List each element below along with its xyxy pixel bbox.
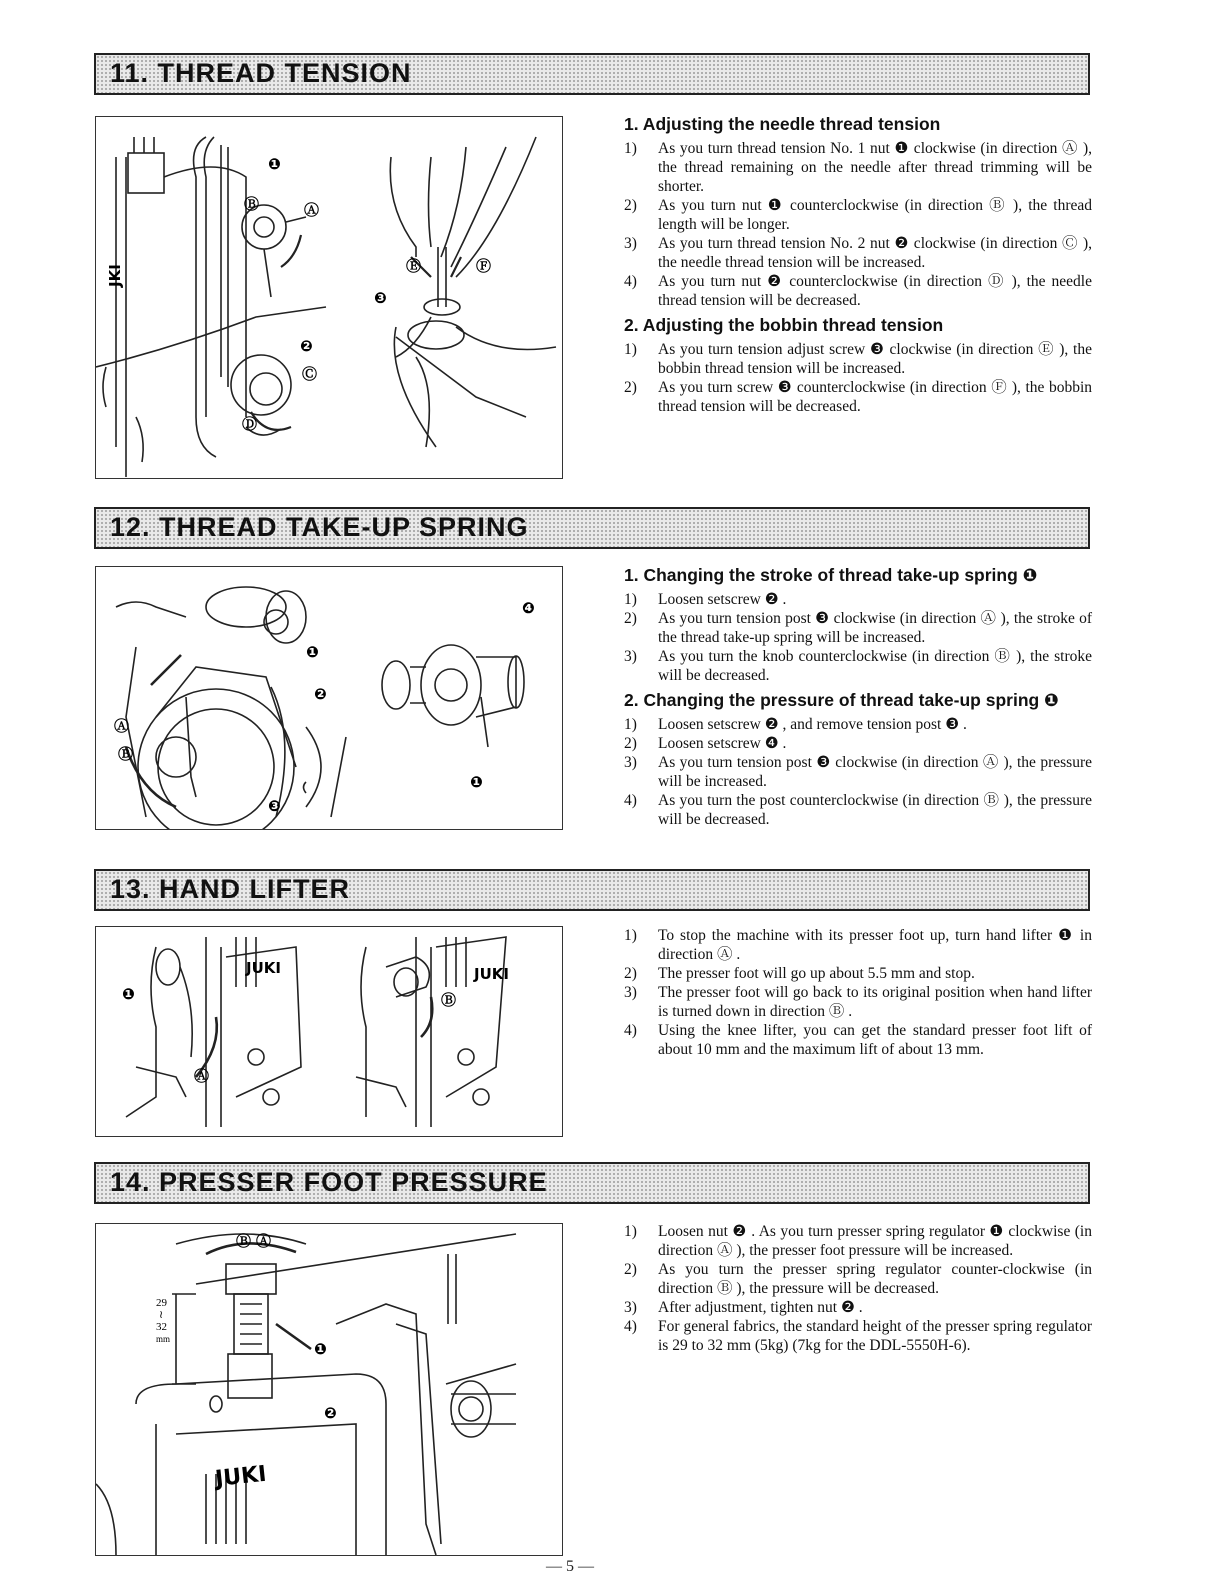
figure-hand-lifter: [95, 926, 563, 1137]
subheading-needle-tension: 1. Adjusting the needle thread tension: [624, 114, 941, 134]
list-item: 3) The presser foot will go back to its original position when hand lifter is turned down in direction Ⓑ .: [624, 984, 1092, 1020]
section-title: 12. THREAD TAKE-UP SPRING: [110, 512, 529, 542]
figure-thread-tension: [95, 116, 563, 479]
section-title: 14. PRESSER FOOT PRESSURE: [110, 1167, 548, 1197]
label-1: ❶: [306, 643, 319, 661]
take-up-spring-text: [624, 564, 1092, 833]
dimension-tilde: ≀: [159, 1309, 164, 1321]
list-item: 4) As you turn nut ❷ counterclockwise (in direction Ⓓ ), the needle thread tension will be decreased.: [624, 273, 1092, 309]
label-3: ❸: [268, 797, 281, 815]
list-item: 1) To stop the machine with its presser foot up, turn hand lifter ❶ in direction Ⓐ .: [624, 927, 1092, 963]
list-item: 4) For general fabrics, the standard height of the presser spring regulator is 29 to 32 mm (5kg) (7kg for the DDL-5550H-6).: [624, 1318, 1092, 1354]
presser-foot-steps: [624, 1222, 1092, 1355]
figure-take-up-spring: [95, 566, 563, 830]
figure-presser-foot-pressure: [95, 1223, 563, 1556]
pressure-steps: [624, 715, 1092, 829]
label-f: Ⓕ: [476, 257, 492, 275]
list-item: 3) As you turn the knob counterclockwise (in direction Ⓑ ), the stroke will be decreased.: [624, 648, 1092, 684]
label-c: Ⓒ: [302, 365, 318, 383]
brand-logo: JUKI: [246, 959, 281, 977]
presser-foot-illustration: [96, 1224, 562, 1555]
label-a: Ⓐ: [194, 1067, 210, 1085]
list-item: 4) As you turn the post counterclockwise (in direction Ⓑ ), the pressure will be decreased.: [624, 792, 1092, 828]
dimension-unit: mm: [156, 1334, 171, 1344]
label-a: Ⓐ: [304, 201, 320, 219]
list-item: 3) As you turn tension post ❸ clockwise (in direction Ⓐ ), the pressure will be increased.: [624, 754, 1092, 790]
label-1-spring: ❶: [470, 773, 483, 791]
list-item: 2) The presser foot will go up about 5.5 mm and stop.: [624, 965, 975, 982]
label-1: ❶: [268, 155, 281, 173]
bobbin-tension-steps: [624, 340, 1092, 416]
list-item: 2) As you turn the presser spring regulator counter-clockwise (in direction Ⓑ ), the pressure will be decreased.: [624, 1261, 1092, 1297]
label-2: ❷: [300, 337, 313, 355]
label-2: ❷: [324, 1404, 337, 1422]
list-item: 1) Loosen setscrew ❷ .: [624, 591, 787, 608]
take-up-spring-illustration: [96, 567, 562, 829]
hand-lifter-steps: [624, 926, 1092, 1059]
dimension-29: 29: [156, 1297, 167, 1309]
label-a: Ⓐ: [114, 717, 130, 735]
section-title: 11. THREAD TENSION: [110, 58, 412, 88]
list-item: 4) Using the knee lifter, you can get the standard presser foot lift of about 10 mm and the maximum lift of about 13 mm.: [624, 1022, 1092, 1058]
list-item: 2) As you turn tension post ❸ clockwise (in direction Ⓐ ), the stroke of the thread take-up spring will be increased.: [624, 610, 1092, 646]
label-b: Ⓑ: [118, 745, 134, 763]
presser-foot-text: [624, 1222, 1092, 1359]
list-item: 2) Loosen setscrew ❹ .: [624, 735, 787, 752]
brand-logo: JUKI: [214, 1461, 268, 1492]
subheading-pressure: 2. Changing the pressure of thread take-up spring ❶: [624, 690, 1059, 710]
list-item: 3) After adjustment, tighten nut ❷ .: [624, 1299, 863, 1316]
label-e: Ⓔ: [406, 257, 422, 275]
label-1: ❶: [314, 1340, 327, 1358]
list-item: 1) Loosen nut ❷ . As you turn presser spring regulator ❶ clockwise (in direction Ⓐ ), the presser foot pressure will be increased.: [624, 1223, 1092, 1259]
label-1: ❶: [122, 985, 135, 1003]
section-header-hand-lifter: [94, 869, 1090, 911]
brand-logo: JKI: [106, 264, 124, 287]
dimension-32: 32: [156, 1321, 167, 1333]
list-item: 2) As you turn screw ❸ counterclockwise (in direction Ⓕ ), the bobbin thread tension will be decreased.: [624, 379, 1092, 415]
list-item: 1) As you turn tension adjust screw ❸ clockwise (in direction Ⓔ ), the bobbin thread tension will be increased.: [624, 341, 1092, 377]
needle-tension-steps: [624, 139, 1092, 310]
list-item: 1) Loosen setscrew ❷ , and remove tension post ❸ .: [624, 716, 967, 733]
section-title: 13. HAND LIFTER: [110, 874, 351, 904]
label-4: ❹: [522, 599, 535, 617]
label-a: Ⓐ: [256, 1232, 272, 1250]
list-item: 1) As you turn thread tension No. 1 nut ❶ clockwise (in direction Ⓐ ), the thread remaining on the needle after thread trimming will be shorter.: [624, 140, 1092, 195]
subheading-stroke: 1. Changing the stroke of thread take-up spring ❶: [624, 565, 1038, 585]
hand-lifter-text: [624, 926, 1092, 1063]
section-header-take-up-spring: [94, 507, 1090, 549]
label-b: Ⓑ: [236, 1232, 252, 1250]
list-item: 2) As you turn nut ❶ counterclockwise (in direction Ⓑ ), the thread length will be longer.: [624, 197, 1092, 233]
brand-logo: JUKI: [474, 965, 509, 983]
hand-lifter-illustration: [96, 927, 562, 1136]
thread-tension-illustration: [96, 117, 562, 478]
label-3: ❸: [374, 289, 387, 307]
section-header-thread-tension: [94, 53, 1090, 95]
subheading-bobbin-tension: 2. Adjusting the bobbin thread tension: [624, 315, 944, 335]
label-b: Ⓑ: [441, 991, 457, 1009]
label-b: Ⓑ: [244, 195, 260, 213]
page-number: — 5 —: [546, 1558, 594, 1575]
thread-tension-text: [624, 113, 1092, 420]
label-d: Ⓓ: [242, 415, 258, 433]
list-item: 3) As you turn thread tension No. 2 nut ❷ clockwise (in direction Ⓒ ), the needle thread tension will be increased.: [624, 235, 1092, 271]
label-2: ❷: [314, 685, 327, 703]
section-header-presser-foot-pressure: [94, 1162, 1090, 1204]
stroke-steps: [624, 590, 1092, 685]
